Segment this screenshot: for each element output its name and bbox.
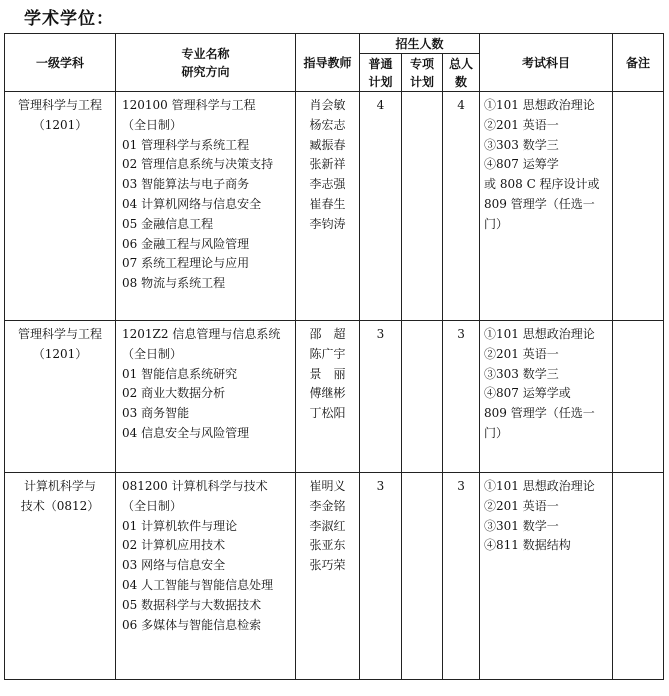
cell-line: 081200 计算机科学与技术 [122, 479, 268, 493]
cell-line: ②201 英语一 [484, 346, 559, 361]
section-heading: 学术学位： [24, 9, 114, 29]
cell-line: （全日制） [122, 117, 183, 132]
cell-line: （全日制） [122, 346, 183, 361]
cell-line: ②201 英语一 [484, 498, 559, 513]
exams-cell [480, 473, 613, 680]
cell-line: 或 808 C 程序设计或 [484, 177, 600, 192]
cell-line: 丁松阳 [309, 406, 346, 421]
header-enrollment: 招生人数 [360, 34, 480, 54]
cell-line: 李志强 [309, 177, 346, 192]
cell-line: 臧振春 [309, 137, 346, 152]
table-row [5, 321, 664, 473]
cell-line: 02 商业大数据分析 [122, 386, 226, 401]
cell-line: 03 商务智能 [122, 406, 190, 421]
cell-line: 肖会敏 [309, 98, 346, 112]
enrollment-table [4, 33, 664, 680]
cell-line: 技术（0812） [20, 498, 100, 513]
cell-line: ③303 数学三 [484, 366, 559, 381]
cell-line: ③303 数学三 [484, 137, 559, 152]
cell-line: 05 数据科学与大数据技术 [122, 597, 262, 612]
special-plan-cell [402, 321, 443, 473]
cell-line: 陈广宇 [309, 346, 346, 361]
notes-cell [613, 92, 664, 321]
cell-line: 张亚东 [309, 538, 346, 553]
cell-line: 李金铭 [309, 498, 346, 513]
header-total: 总人 数 [443, 54, 480, 92]
cell-line: 08 物流与系统工程 [122, 276, 226, 291]
advisors-cell [296, 473, 360, 680]
cell-line: 04 人工智能与智能信息处理 [122, 577, 274, 592]
header-advisors: 指导教师 [296, 34, 360, 92]
major-cell [116, 92, 296, 321]
cell-line: ④811 数据结构 [484, 538, 571, 553]
cell-line: 06 多媒体与智能信息检索 [122, 617, 262, 632]
cell-line: 崔春生 [309, 196, 346, 211]
notes-cell [613, 473, 664, 680]
cell-line: 07 系统工程理论与应用 [122, 256, 250, 271]
total-cell: 4 [443, 92, 480, 321]
cell-line: ①101 思想政治理论 [484, 327, 595, 341]
cell-line: 02 管理信息系统与决策支持 [122, 157, 274, 172]
header-exams: 考试科目 [480, 34, 613, 92]
cell-line: 李淑红 [309, 518, 346, 533]
exams-cell [480, 321, 613, 473]
discipline-cell [5, 92, 116, 321]
cell-line: 04 信息安全与风险管理 [122, 425, 250, 440]
header-major: 专业名称 研究方向 [116, 34, 296, 92]
notes-cell [613, 321, 664, 473]
header-special-plan: 专项 计划 [402, 54, 443, 92]
cell-line: 05 金融信息工程 [122, 216, 214, 231]
cell-line: ③301 数学一 [484, 518, 559, 533]
cell-line: ④807 运筹学 [484, 157, 559, 172]
special-plan-cell [402, 473, 443, 680]
cell-line: （1201） [32, 117, 88, 132]
table-row [5, 92, 664, 321]
cell-line: ①101 思想政治理论 [484, 98, 595, 112]
major-cell [116, 321, 296, 473]
regular-plan-cell: 3 [360, 473, 402, 680]
total-cell: 3 [443, 473, 480, 680]
cell-line: 1201Z2 信息管理与信息系统 [122, 327, 281, 341]
cell-line: 02 计算机应用技术 [122, 538, 226, 553]
cell-line: 01 管理科学与系统工程 [122, 137, 250, 152]
cell-line: 管理科学与工程 [17, 98, 102, 112]
advisors-cell [296, 321, 360, 473]
exams-cell [480, 92, 613, 321]
cell-line: 01 计算机软件与理论 [122, 518, 238, 533]
header-notes: 备注 [613, 34, 664, 92]
cell-line: 03 网络与信息安全 [122, 558, 226, 573]
cell-line: 邵 超 [309, 327, 346, 341]
cell-line: 景 丽 [309, 366, 346, 381]
cell-line: ②201 英语一 [484, 117, 559, 132]
cell-line: 120100 管理科学与工程 [122, 98, 256, 112]
advisors-cell [296, 92, 360, 321]
cell-line: 04 计算机网络与信息安全 [122, 196, 262, 211]
table-row [5, 473, 664, 680]
cell-line: ①101 思想政治理论 [484, 479, 595, 493]
cell-line: （1201） [32, 346, 88, 361]
cell-line: 809 管理学（任选一 [484, 196, 595, 211]
cell-line: 门） [484, 425, 509, 440]
cell-line: 809 管理学（任选一 [484, 406, 595, 421]
cell-line: ④807 运筹学或 [484, 386, 571, 401]
cell-line: 门） [484, 216, 509, 231]
cell-line: 01 智能信息系统研究 [122, 366, 238, 381]
cell-line: 06 金融工程与风险管理 [122, 236, 250, 251]
discipline-cell [5, 321, 116, 473]
cell-line: 张新祥 [309, 157, 346, 172]
discipline-cell [5, 473, 116, 680]
cell-line: 傅继彬 [309, 386, 346, 401]
regular-plan-cell: 3 [360, 321, 402, 473]
cell-line: 计算机科学与 [23, 479, 96, 493]
total-cell: 3 [443, 321, 480, 473]
special-plan-cell [402, 92, 443, 321]
cell-line: （全日制） [122, 498, 183, 513]
cell-line: 李钧涛 [309, 216, 346, 231]
cell-line: 杨宏志 [309, 117, 346, 132]
cell-line: 管理科学与工程 [17, 327, 102, 341]
regular-plan-cell: 4 [360, 92, 402, 321]
cell-line: 张巧荣 [309, 558, 346, 573]
header-discipline: 一级学科 [5, 34, 116, 92]
header-regular-plan: 普通 计划 [360, 54, 402, 92]
cell-line: 03 智能算法与电子商务 [122, 177, 250, 192]
cell-line: 崔明义 [309, 479, 346, 493]
major-cell [116, 473, 296, 680]
